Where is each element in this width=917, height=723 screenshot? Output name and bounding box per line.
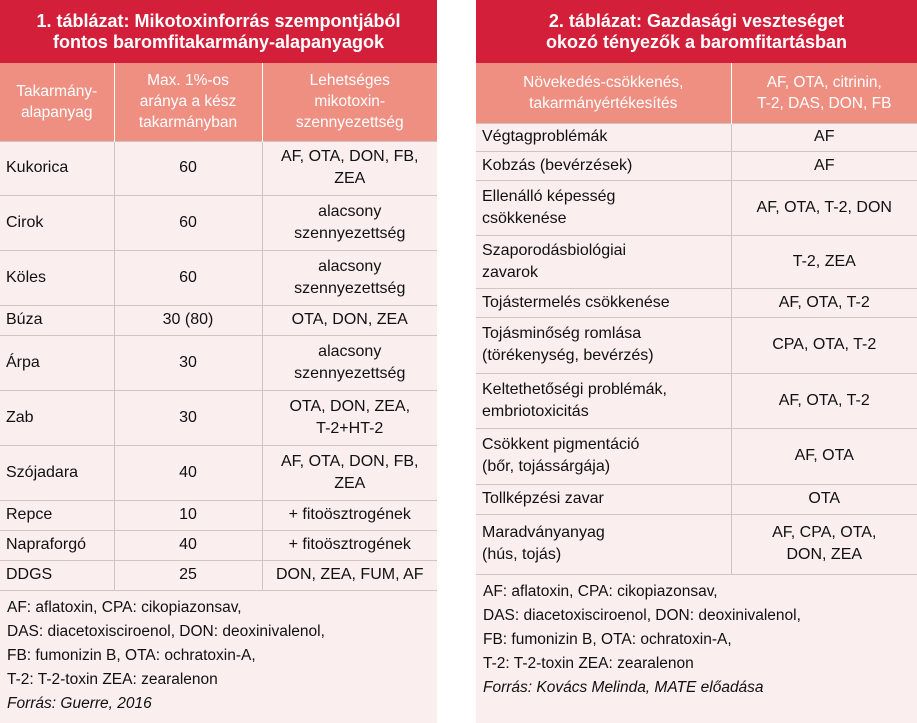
table-1-title-bar bbox=[0, 0, 437, 63]
table-cell: Keltethetőségi problémák, embriotoxicitás bbox=[476, 373, 731, 428]
table-2-source: Forrás: Kovács Melinda, MATE előadása bbox=[483, 678, 764, 696]
table-cell: Ellenálló képesség csökkenése bbox=[476, 180, 731, 235]
table-row bbox=[476, 123, 917, 151]
table-cell: CPA, OTA, T-2 bbox=[731, 317, 917, 373]
table-2-header-cell: AF, OTA, citrinin, T-2, DAS, DON, FB bbox=[731, 63, 917, 123]
table-row bbox=[476, 373, 917, 428]
table-row bbox=[0, 560, 437, 590]
table-row bbox=[476, 288, 917, 317]
table-1-footnote bbox=[0, 591, 437, 716]
table-row bbox=[476, 235, 917, 288]
table-row bbox=[0, 390, 437, 445]
table-cell: Végtagproblémák bbox=[476, 123, 731, 151]
table-2-title: 2. táblázat: Gazdasági veszteséget okozó tényezők a baromfitartásban bbox=[545, 10, 848, 52]
table-cell: Tojásminőség romlása (törékenység, bevérzés) bbox=[476, 317, 731, 373]
table-cell: 60 bbox=[114, 250, 262, 305]
table-cell: alacsony szennyezettség bbox=[262, 335, 437, 390]
table-row bbox=[476, 317, 917, 373]
table-1-panel bbox=[0, 0, 437, 723]
legend-line: T-2: T-2-toxin ZEA: zearalenon bbox=[7, 670, 218, 688]
table-cell: 40 bbox=[114, 445, 262, 500]
table-cell: Búza bbox=[0, 305, 114, 335]
legend-line: AF: aflatoxin, CPA: cikopiazonsav, bbox=[483, 582, 718, 600]
table-cell: + fitoösztrogének bbox=[262, 500, 437, 530]
legend-line: FB: fumonizin B, OTA: ochratoxin-A, bbox=[483, 630, 732, 648]
table-row bbox=[476, 484, 917, 514]
table-row bbox=[0, 335, 437, 390]
table-row bbox=[476, 428, 917, 484]
table-cell: AF, OTA, T-2 bbox=[731, 373, 917, 428]
table-2-header-cell: Növekedés-csökkenés, takarmányértékesítés bbox=[476, 63, 731, 123]
table-row bbox=[0, 141, 437, 195]
table-cell: 60 bbox=[114, 195, 262, 250]
table-cell: 30 bbox=[114, 335, 262, 390]
table-1-header-row bbox=[0, 63, 437, 141]
table-row bbox=[476, 151, 917, 180]
table-cell: Zab bbox=[0, 390, 114, 445]
legend-line: DAS: diacetoxiscirоenol, DON: deoxinivalenol, bbox=[7, 622, 325, 640]
legend-line: FB: fumonizin B, OTA: ochratoxin-A, bbox=[7, 646, 256, 664]
table-1 bbox=[0, 63, 437, 591]
legend-line: AF: aflatoxin, CPA: cikopiazonsav, bbox=[7, 598, 242, 616]
table-cell: AF, OTA, T-2, DON bbox=[731, 180, 917, 235]
table-cell: Szaporodásbiológiai zavarok bbox=[476, 235, 731, 288]
table-row bbox=[0, 305, 437, 335]
table-row bbox=[0, 445, 437, 500]
table-cell: Szójadara bbox=[0, 445, 114, 500]
table-cell: DON, ZEA, FUM, AF bbox=[262, 560, 437, 590]
table-cell: Kukorica bbox=[0, 141, 114, 195]
legend-line: DAS: diacetoxiscirоenol, DON: deoxinivalenol, bbox=[483, 606, 801, 624]
table-cell: + fitoösztrogének bbox=[262, 530, 437, 560]
table-cell: 10 bbox=[114, 500, 262, 530]
table-cell: Tojástermelés csökkenése bbox=[476, 288, 731, 317]
table-cell: Maradványanyag (hús, tojás) bbox=[476, 514, 731, 574]
table-cell: Tollképzési zavar bbox=[476, 484, 731, 514]
table-cell: alacsony szennyezettség bbox=[262, 195, 437, 250]
table-cell: AF, OTA bbox=[731, 428, 917, 484]
table-row bbox=[0, 530, 437, 560]
table-row bbox=[0, 500, 437, 530]
table-row bbox=[0, 195, 437, 250]
table-2-panel bbox=[476, 0, 917, 723]
table-row bbox=[476, 514, 917, 574]
table-cell: Árpa bbox=[0, 335, 114, 390]
table-1-header-cell: Lehetséges mikotoxin- szennyezettség bbox=[262, 63, 437, 141]
table-cell: 30 bbox=[114, 390, 262, 445]
table-cell: 25 bbox=[114, 560, 262, 590]
table-cell: AF, OTA, DON, FB, ZEA bbox=[262, 445, 437, 500]
table-cell: AF, OTA, T-2 bbox=[731, 288, 917, 317]
table-cell: 60 bbox=[114, 141, 262, 195]
table-cell: 30 (80) bbox=[114, 305, 262, 335]
table-cell: OTA bbox=[731, 484, 917, 514]
table-1-header-cell: Max. 1%-os aránya a kész takarmányban bbox=[114, 63, 262, 141]
table-cell: DDGS bbox=[0, 560, 114, 590]
table-cell: AF bbox=[731, 123, 917, 151]
table-1-header-cell: Takarmány- alapanyag bbox=[0, 63, 114, 141]
table-row bbox=[0, 250, 437, 305]
table-cell: Kobzás (bevérzések) bbox=[476, 151, 731, 180]
table-cell: Repce bbox=[0, 500, 114, 530]
table-1-source: Forrás: Guerre, 2016 bbox=[7, 694, 152, 712]
table-cell: OTA, DON, ZEA bbox=[262, 305, 437, 335]
table-2-title-bar bbox=[476, 0, 917, 63]
legend-line: T-2: T-2-toxin ZEA: zearalenon bbox=[483, 654, 694, 672]
table-cell: OTA, DON, ZEA, T-2+HT-2 bbox=[262, 390, 437, 445]
table-1-title: 1. táblázat: Mikotoxinforrás szempontjából fontos baromfitakarmány-alapanyagok bbox=[36, 10, 401, 52]
table-2 bbox=[476, 63, 917, 575]
table-cell: AF, CPA, OTA, DON, ZEA bbox=[731, 514, 917, 574]
table-cell: Csökkent pigmentáció (bőr, tojássárgája) bbox=[476, 428, 731, 484]
table-cell: Cirok bbox=[0, 195, 114, 250]
table-cell: AF, OTA, DON, FB, ZEA bbox=[262, 141, 437, 195]
table-cell: Napraforgó bbox=[0, 530, 114, 560]
table-cell: AF bbox=[731, 151, 917, 180]
table-2-footnote bbox=[476, 575, 917, 700]
table-row bbox=[476, 180, 917, 235]
table-cell: 40 bbox=[114, 530, 262, 560]
table-2-header-row bbox=[476, 63, 917, 123]
table-cell: Köles bbox=[0, 250, 114, 305]
table-cell: T-2, ZEA bbox=[731, 235, 917, 288]
table-cell: alacsony szennyezettség bbox=[262, 250, 437, 305]
